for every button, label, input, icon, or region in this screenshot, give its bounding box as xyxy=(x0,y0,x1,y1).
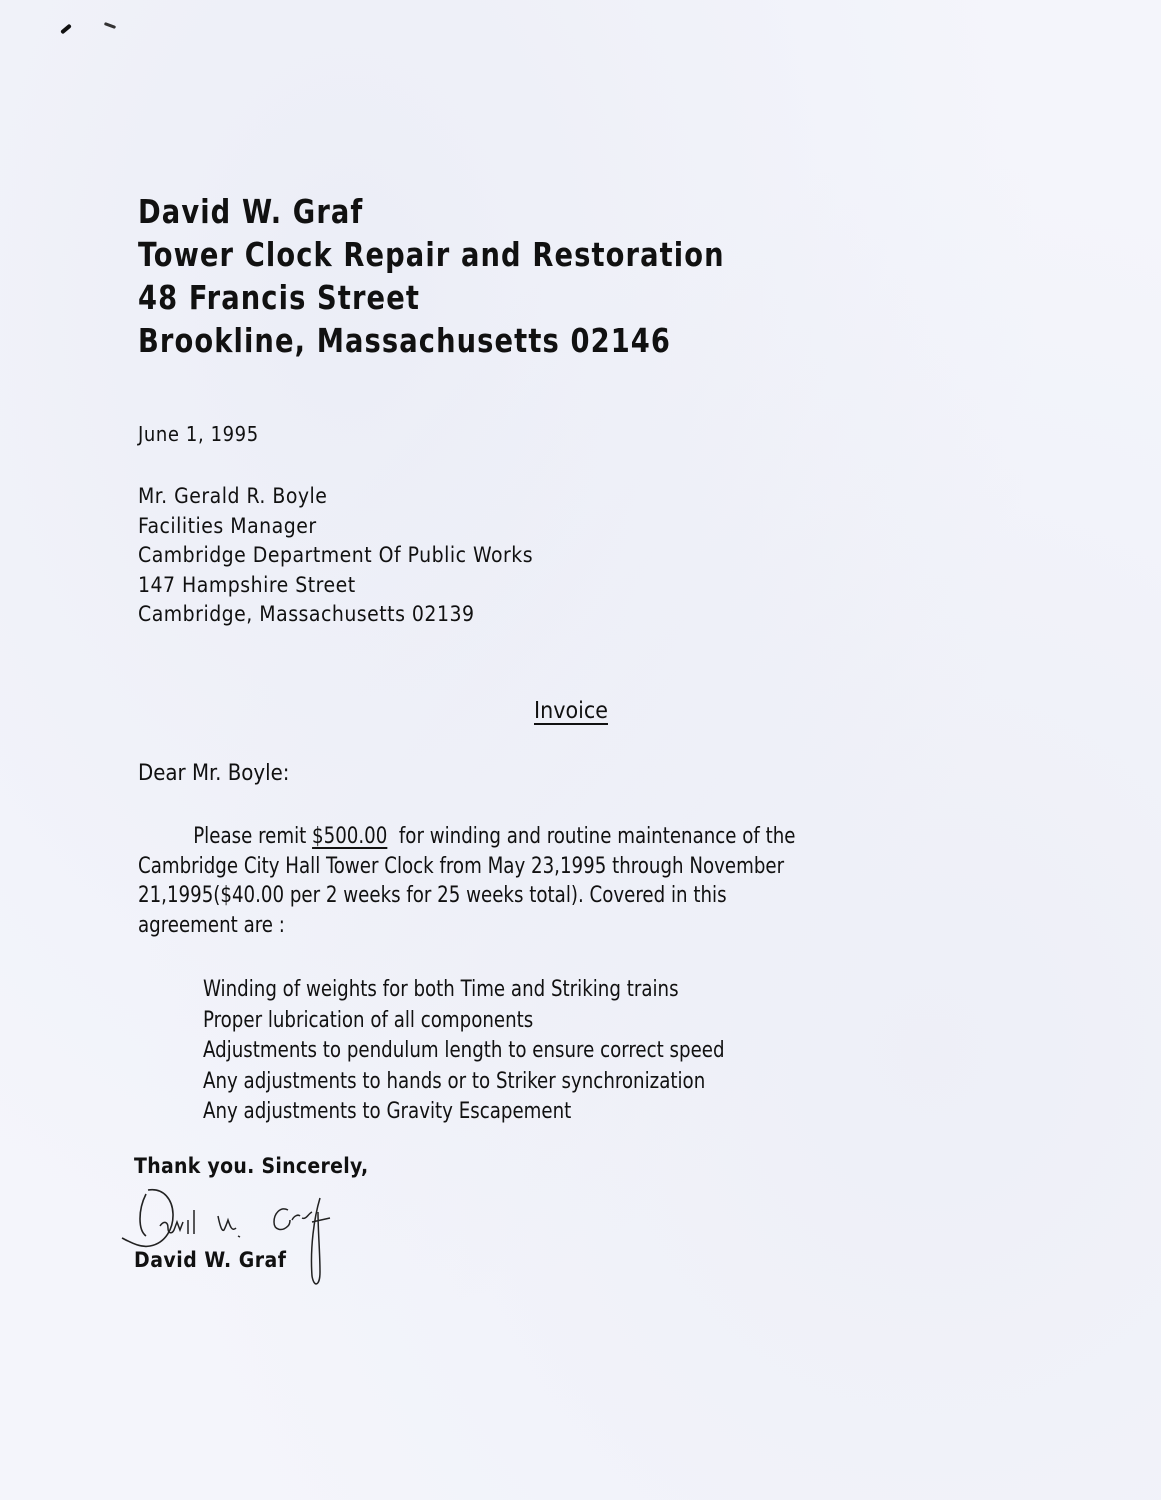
body-line: Cambridge City Hall Tower Clock from May 23,1995 through November xyxy=(138,853,785,879)
signed-name: David W. Graf xyxy=(134,1248,287,1272)
recipient-name: Mr. Gerald R. Boyle xyxy=(138,484,328,508)
recipient-street: 147 Hampshire Street xyxy=(138,572,356,597)
list-item: Any adjustments to hands or to Striker synchronization xyxy=(203,1068,706,1094)
sender-city: Brookline, Massachusetts 02146 xyxy=(138,321,672,360)
scan-mark xyxy=(60,24,72,35)
list-item: Any adjustments to Gravity Escapement xyxy=(203,1099,572,1124)
covered-items-list xyxy=(203,975,725,1128)
sender-business: Tower Clock Repair and Restoration xyxy=(138,235,725,274)
invoice-amount: $500.00 xyxy=(312,824,388,849)
recipient-organization: Cambridge Department Of Public Works xyxy=(138,543,534,567)
list-item: Winding of weights for both Time and Striking trains xyxy=(203,977,679,1002)
handwritten-signature xyxy=(120,1180,400,1300)
body-paragraph xyxy=(138,822,966,940)
list-item: Proper lubrication of all components xyxy=(203,1007,534,1033)
closing: Thank you. Sincerely, xyxy=(134,1154,369,1178)
recipient-title: Facilities Manager xyxy=(138,513,317,538)
list-item: Adjustments to pendulum length to ensure correct speed xyxy=(203,1038,725,1063)
recipient-address xyxy=(138,482,533,630)
subject-heading: Invoice xyxy=(534,698,608,724)
body-text: for winding and routine maintenance of the xyxy=(387,824,796,849)
recipient-city: Cambridge, Massachusetts 02139 xyxy=(138,602,475,626)
letterhead xyxy=(138,190,725,362)
sender-name: David W. Graf xyxy=(138,192,364,231)
body-text: Please remit xyxy=(193,824,313,849)
scan-mark xyxy=(104,22,116,29)
salutation: Dear Mr. Boyle: xyxy=(138,761,290,786)
letter-date: June 1, 1995 xyxy=(138,422,259,446)
body-line xyxy=(138,822,966,852)
sender-street: 48 Francis Street xyxy=(138,278,420,317)
body-line: agreement are : xyxy=(138,912,285,938)
body-line: 21,1995($40.00 per 2 weeks for 25 weeks total). Covered in this xyxy=(138,883,727,908)
